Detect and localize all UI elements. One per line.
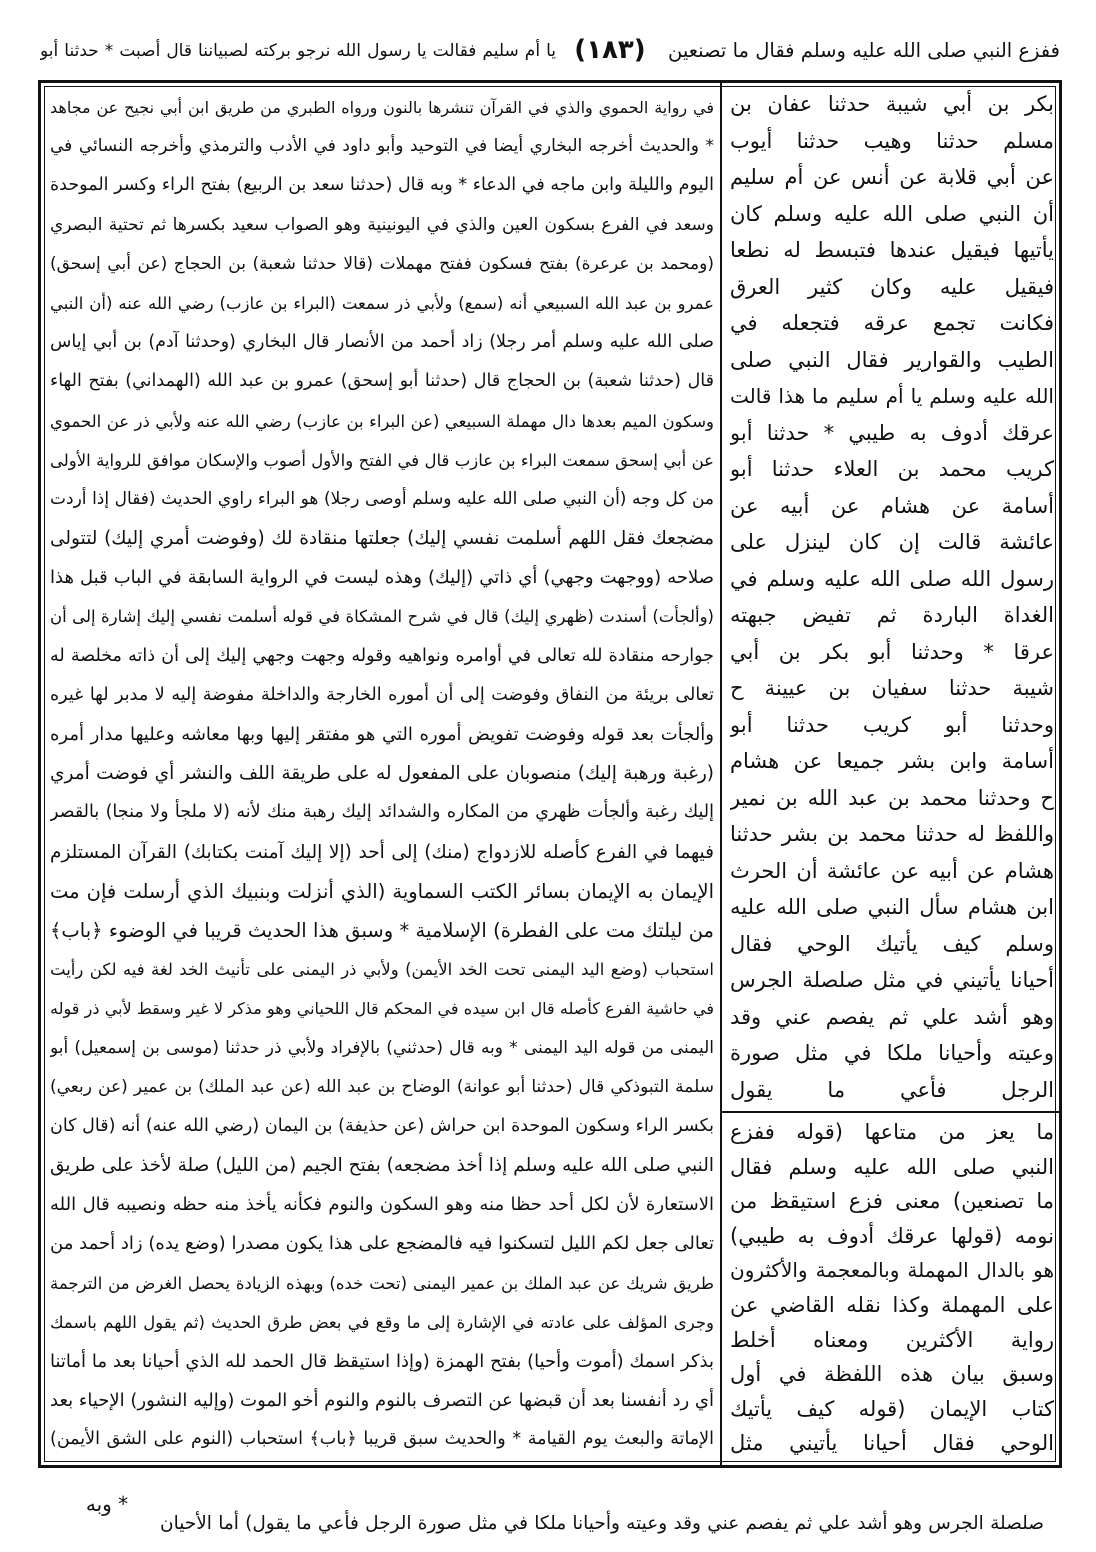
margin-commentary-line: وسبق بيان هذه اللفظة في أول	[730, 1362, 1054, 1387]
main-line: عمرو بن عبد الله السبيعي أنه (سمع) ولأبي ذر سمعت (البراء بن عازب) رضي الله عنه (أن النبي	[50, 293, 714, 313]
margin-hadith-line: أسامة وابن بشر جميعا عن هشام	[730, 749, 1054, 773]
main-line: جوارحه منقادة لله تعالى في أوامره ونواهيه وقوله وجهت وجهي إليك إلى أن ذاته مخلصة له	[50, 645, 714, 666]
margin-hadith-column	[730, 86, 1054, 1108]
main-line: الاستعارة لأن لكل أحد حظا منه وهو السكون والنوم فكأنه يأخذ منه حظه ونصيبه قال الله	[50, 1194, 714, 1216]
main-line: عن أبي إسحق سمعت البراء بن عازب قال في الفتح والأول أصوب والإسكان موافق للرواية الأولى	[50, 450, 714, 470]
margin-hadith-line: عن أبي قلابة عن أنس عن أم سليم	[730, 165, 1054, 189]
margin-commentary-line: كتاب الإيمان (قوله كيف يأتيك	[730, 1396, 1054, 1421]
main-line: بذكر اسمك (أموت وأحيا) بفتح الهمزة (وإذا استيقظ قال الحمد لله الذي أحيانا بعد ما أماتنا	[50, 1351, 714, 1372]
main-line: من كل وجه (أن النبي صلى الله عليه وسلم أوصى رجلا) هو البراء راوي الحديث (فقال إذا أردت	[50, 488, 714, 509]
main-line: اليوم والليلة وابن ماجه في الدعاء * وبه قال (حدثنا سعد بن الربيع) بفتح الراء وكسر الموحدة	[50, 175, 714, 196]
margin-hadith-line: كريب محمد بن العلاء حدثنا أبو	[730, 457, 1054, 481]
margin-commentary-line: الوحي فقال أحيانا يأتيني مثل	[730, 1431, 1054, 1456]
main-line: وألجأت بعد قوله وفوضت تفويض أموره التي هو مفتقر إليها وبها معاشه وعليها مدار أمره	[50, 724, 714, 745]
margin-hadith-line: أحيانا يأتيني في مثل صلصلة الجرس	[730, 968, 1054, 992]
margin-hadith-line: أن النبي صلى الله عليه وسلم كان	[730, 201, 1054, 226]
main-line: الإماتة والبعث يوم القيامة * والحديث سبق قريبا ﴿باب﴾ استحباب (النوم على الشق الأيمن)	[50, 1429, 714, 1450]
main-line: (وألجأت) أسندت (ظهري إليك) قال في شرح المشكاة في قوله أسلمت نفسي إليك إشارة إلى أن	[50, 607, 714, 627]
main-line: طريق شريك عن عبد الملك بن عمير اليمنى (تحت خده) وبهذه الزيادة يحصل الغرض من الترجمة	[50, 1273, 714, 1293]
margin-hadith-line: الطيب والقوارير فقال النبي صلى	[730, 347, 1054, 372]
column-divider	[720, 80, 722, 1468]
main-line: النبي صلى الله عليه وسلم إذا أخذ مضجعه) بفتح الجيم (من الليل) صلة لأخذ على طريق	[50, 1155, 714, 1177]
margin-hadith-line: وعيته وأحيانا ملكا في مثل صورة	[730, 1041, 1054, 1065]
margin-commentary-line: على المهملة وكذا نقله القاضي عن	[730, 1292, 1054, 1317]
main-line: صلى الله عليه وسلم أمر رجلا) زاد أحمد من الأنصار قال البخاري (وحدثنا آدم) بن أبي إياس	[50, 332, 714, 353]
margin-hadith-line: يأتيها فيقيل عندها فتبسط له نطعا	[730, 238, 1054, 262]
margin-hadith-line: الغداة الباردة ثم تفيض جبهته	[730, 603, 1054, 627]
margin-hadith-line: عرقا * وحدثنا أبو بكر بن أبي	[730, 639, 1054, 664]
margin-hadith-line: ح وحدثنا محمد بن عبد الله بن نمير	[730, 785, 1054, 810]
main-line: * والحديث أخرجه البخاري أيضا في التوحيد وأبو داود في الأدب والترمذي وأخرجه النسائي في	[50, 136, 714, 157]
main-line: مضجعك فقل اللهم أسلمت نفسي إليك) جعلتها منقادة لك (وفوضت أمري إليك) لتتولى	[50, 528, 714, 550]
margin-commentary-line: النبي صلى الله عليه وسلم فقال	[730, 1154, 1054, 1179]
margin-hadith-line: مسلم حدثنا وهيب حدثنا أيوب	[730, 128, 1054, 153]
margin-hadith-line: فكانت تجمع عرقه فتجعله في	[730, 311, 1054, 335]
margin-hadith-line: واللفظ له حدثنا محمد بن بشر حدثنا	[730, 822, 1054, 846]
main-line: أي رد أنفسنا بعد أن قبضها عن التصرف بالنوم والنوم أخو الموت (وإليه النشور) الإحياء بعد	[50, 1390, 714, 1412]
margin-hadith-line: وسلم كيف يأتيك الوحي فقال	[730, 931, 1054, 956]
margin-hadith-line: أسامة عن هشام عن أبيه عن	[730, 493, 1054, 518]
margin-hadith-line: وهو أشد علي ثم يفصم عني وقد	[730, 1004, 1054, 1029]
main-line: إليك رغبة وألجأت ظهري من المكاره والشدائد إليك رهبة منك لأنه (لا ملجأ ولا منجا) بالقصر	[50, 802, 714, 823]
margin-hadith-line: عرقك أدوف به طيبي * حدثنا أبو	[730, 420, 1054, 445]
margin-hadith-line: فيقيل عليه وكان كثير العرق	[730, 274, 1054, 299]
margin-commentary-line: ما يعز من متاعها (قوله ففزع	[730, 1120, 1054, 1144]
header-text-left: يا أم سليم فقالت يا رسول الله نرجو بركته لصبياننا قال أصبت * حدثنا أبو	[40, 41, 556, 61]
main-line: الإيمان به الإيمان بسائر الكتب السماوية (الذي أنزلت وبنبيك الذي أرسلت فإن مت	[50, 879, 714, 903]
margin-commentary-line: نومه (قولها عرقك أدوف به طيبي)	[730, 1223, 1054, 1248]
main-line: من ليلتك مت على الفطرة) الإسلامية * وسبق هذا الحديث قريبا في الوضوء ﴿باب﴾	[50, 918, 714, 942]
margin-commentary-line: هو بالدال المهملة وبالمعجمة والأكثرون	[730, 1258, 1054, 1283]
main-line: (ومحمد بن عرعرة) بفتح فسكون ففتح مهملات (قالا حدثنا شعبة) بن الحجاج (عن أبي إسحق)	[50, 253, 714, 274]
main-line: استحباب (وضع اليد اليمنى تحت الخد الأيمن) ولأبي ذر اليمنى على تأنيث الخد لغة فيه لكن رأيت	[50, 960, 714, 980]
main-commentary-column	[50, 88, 714, 1460]
main-line: سلمة التبوذكي قال (حدثنا أبو عوانة) الوضاح بن عبد الله (عن عبد الملك) بن عمير (عن ربعي)	[50, 1076, 714, 1097]
main-line: صلاحه (ووجهت وجهي) أي ذاتي (إليك) وهذه ليست في الرواية السابقة في الباب قبل هذا	[50, 567, 714, 589]
margin-hadith-line: عائشة قالت إن كان لينزل على	[730, 530, 1054, 554]
main-line: في حاشية الفرع كأصله قال ابن سيده في المحكم قال اللحياني وهو مذكر لا غير وسقط لأبي ذر قوله	[50, 999, 714, 1019]
main-line: تعالى جعل لكم الليل لتسكنوا فيه فالمضجع على هذا يكون مصدرا (وضع يده) زاد أحمد من	[50, 1233, 714, 1255]
margin-hadith-line: رسول الله صلى الله عليه وسلم في	[730, 566, 1054, 591]
catchword: * وبه	[85, 1492, 129, 1516]
margin-hadith-line: وحدثنا أبو كريب حدثنا أبو	[730, 712, 1054, 737]
main-line: في رواية الحموي والذي في القرآن تنشرها بالنون ورواه الطبري من طريق ابن أبي نجيح عن مجاهد	[50, 98, 714, 117]
main-line: اليمنى من قوله اليد اليمنى * وبه قال (حدثني) بالإفراد ولأبي ذر حدثنا (موسى بن إسمعيل) أبو	[50, 1037, 714, 1058]
margin-hadith-line: هشام عن أبيه عن عائشة أن الحرث	[730, 858, 1054, 883]
margin-hadith-line: الله عليه وسلم يا أم سليم ما هذا قالت	[730, 384, 1054, 408]
margin-hadith-line: بكر بن أبي شيبة حدثنا عفان بن	[730, 92, 1054, 116]
main-line: بكسر الراء وسكون الموحدة ابن حراش (عن حذيفة) بن اليمان (رضي الله عنه) أنه (قال كان	[50, 1115, 714, 1136]
main-line: وسعد في الفرع بسكون العين والذي في اليونينية وهو الصواب سعيد بكسرها ثم تحتية البصري	[50, 214, 714, 235]
page-number: (١٨٣)	[574, 35, 646, 65]
margin-hadith-line: الرجل فأعي ما يقول	[730, 1077, 1054, 1102]
main-line: وسكون الميم بعدها دال مهملة السبيعي (عن البراء بن عازب) رضي الله عنه ولأبي ذر عن الحموي	[50, 411, 714, 431]
margin-divider	[722, 1111, 1060, 1113]
main-line: قال (حدثنا شعبة) بن الحجاج قال (حدثنا أبو إسحق) عمرو بن عبد الله (الهمداني) بفتح الهاء	[50, 371, 714, 392]
main-line: فيهما في الفرع كأصله للازدواج (منك) إلى أحد (إلا إليك آمنت بكتابك) القرآن المستلزم	[50, 841, 714, 863]
main-line: وجرى المؤلف على عادته في الإشارة إلى ما وقع في بعض طرق الحديث (ثم يقول اللهم باسمك	[50, 1312, 714, 1332]
footer-continuation-line: صلصلة الجرس وهو أشد علي ثم يفصم عني وقد وعيته وأحيانا ملكا في مثل صورة الرجل فأعي ما يقول) أما الأحيان	[160, 1513, 1044, 1534]
margin-commentary-line: ما تصنعين) معنى فزع استيقظ من	[730, 1189, 1054, 1214]
main-line: تعالى بريئة من النفاق وفوضت إلى أن أموره الخارجة والداخلة مفوضة إليه لا مدبر لها غيره	[50, 684, 714, 705]
header-text-right: ففزع النبي صلى الله عليه وسلم فقال ما تصنعين	[668, 39, 1060, 62]
margin-commentary-column	[730, 1115, 1054, 1461]
margin-commentary-line: رواية الأكثرين ومعناه أخلط	[730, 1327, 1054, 1352]
margin-hadith-line: ابن هشام سأل النبي صلى الله عليه	[730, 895, 1054, 919]
main-line: (رغبة ورهبة إليك) منصوبان على المفعول له على طريقة اللف والنشر أي فوضت أمري	[50, 763, 714, 785]
margin-hadith-line: شيبة حدثنا سفيان بن عيينة ح	[730, 676, 1054, 700]
